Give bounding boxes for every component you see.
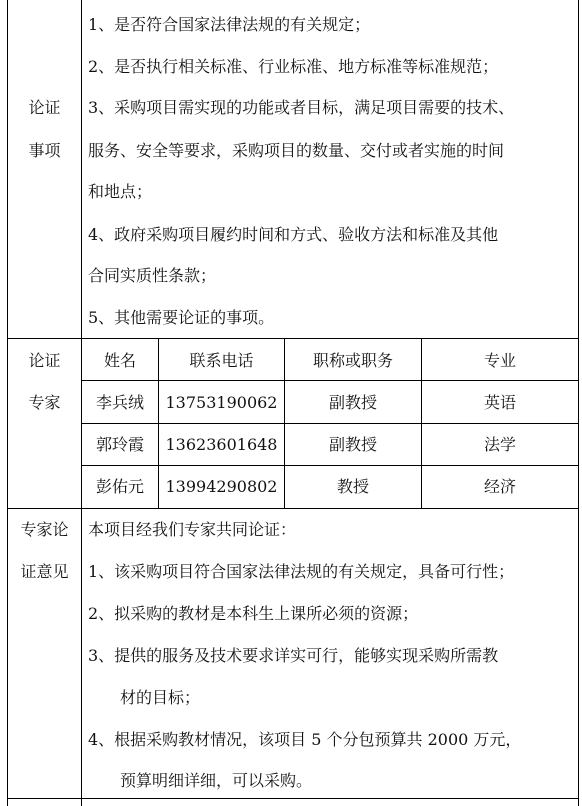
column-header-name: 姓名 — [103, 351, 136, 370]
section-1-line-6: 4、政府采购项目履约时间和方式、验收方法和标准及其他 — [88, 225, 499, 244]
section-3-line-6: 4、根据采购教材情况，该项目 5 个分包预算共 2000 万元， — [88, 730, 522, 749]
expert-row-divider-1 — [81, 380, 579, 381]
expert-3-name: 彭佑元 — [95, 477, 144, 496]
section-3-label-line-2: 证意见 — [20, 562, 69, 581]
table-border-bottom — [7, 798, 579, 799]
section-3-line-2: 1、该采购项目符合国家法律法规的有关规定，具备可行性； — [88, 562, 515, 581]
expert-row-divider-3 — [81, 465, 579, 466]
section-2-label-line-2: 专家 — [28, 393, 61, 412]
column-header-title: 职称或职务 — [312, 351, 393, 370]
section-3-line-4: 3、提供的服务及技术要求详实可行，能够实现采购所需教 — [88, 646, 499, 665]
expert-3-title: 教授 — [336, 477, 369, 496]
column-header-phone: 联系电话 — [189, 351, 254, 370]
section-divider-2 — [7, 508, 579, 509]
section-3-line-7: 预算明细详细，可以采购。 — [120, 771, 313, 790]
expert-row-divider-2 — [81, 423, 579, 424]
section-2-label-line-1: 论证 — [28, 351, 61, 370]
section-1-line-1: 1、是否符合国家法律法规的有关规定； — [88, 15, 371, 34]
expert-1-name: 李兵绒 — [95, 393, 144, 412]
table-border-right — [578, 0, 579, 806]
expert-1-phone: 13753190062 — [165, 393, 278, 412]
expert-2-name: 郭玲霞 — [95, 435, 144, 454]
expert-2-title: 副教授 — [328, 435, 377, 454]
section-3-line-1: 本项目经我们专家共同论证： — [88, 520, 297, 539]
section-1-label-line-2: 事项 — [28, 141, 61, 160]
section-3-label-line-1: 专家论 — [20, 520, 69, 539]
section-3-line-5: 材的目标； — [120, 688, 201, 707]
expert-1-title: 副教授 — [328, 393, 377, 412]
section-1-line-7: 合同实质性条款； — [88, 266, 217, 285]
expert-2-specialty: 法学 — [483, 435, 516, 454]
section-1-line-2: 2、是否执行相关标准、行业标准、地方标准等标准规范； — [88, 57, 499, 76]
expert-2-phone: 13623601648 — [165, 435, 278, 454]
expert-1-specialty: 英语 — [483, 393, 516, 412]
section-1-line-5: 和地点； — [88, 182, 153, 201]
column-header-specialty: 专业 — [483, 351, 516, 370]
section-1-line-8: 5、其他需要论证的事项。 — [88, 308, 275, 327]
expert-3-phone: 13994290802 — [165, 477, 278, 496]
section-divider-1 — [7, 338, 579, 339]
section-1-label-line-1: 论证 — [28, 98, 61, 117]
section-1-line-3: 3、采购项目需实现的功能或者目标，满足项目需要的技术、 — [88, 98, 515, 117]
expert-3-specialty: 经济 — [483, 477, 516, 496]
section-1-line-4: 服务、安全等要求，采购项目的数量、交付或者实施的时间 — [88, 141, 505, 160]
section-3-line-3: 2、拟采购的教材是本科生上课所必须的资源； — [88, 604, 419, 623]
